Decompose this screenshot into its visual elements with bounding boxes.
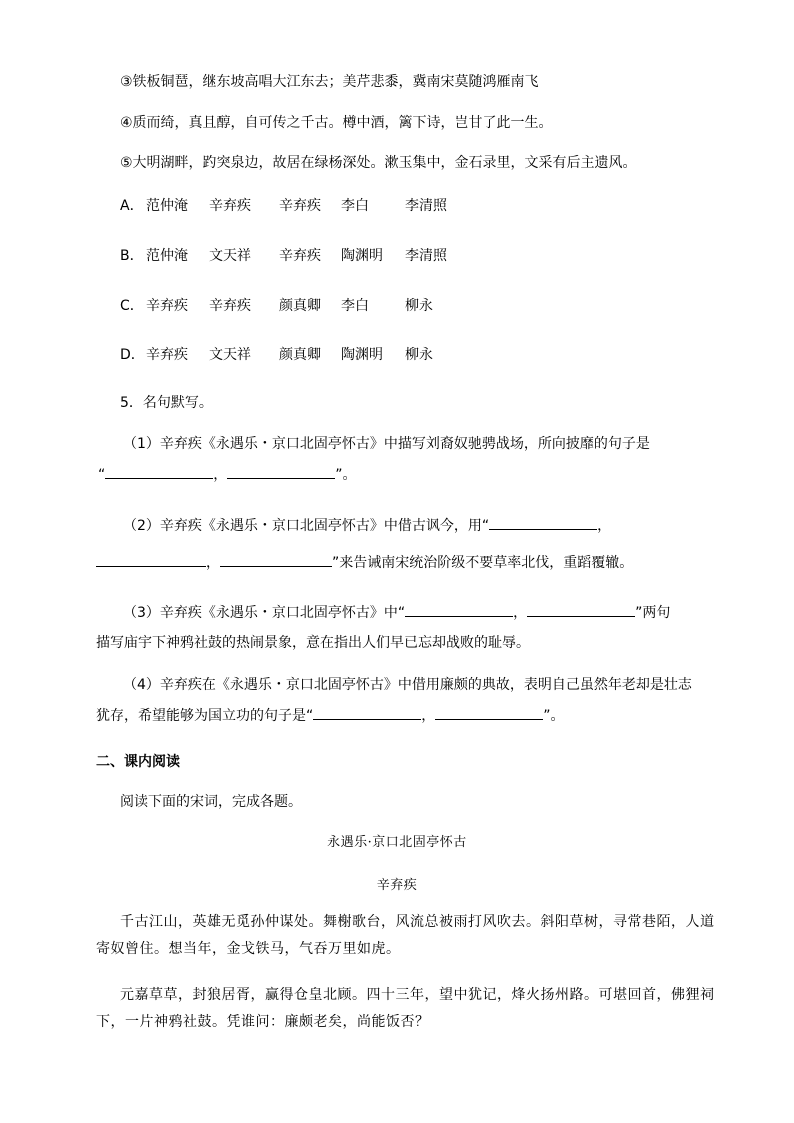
option-name: 陶渊明: [341, 347, 383, 363]
option-name: 文天祥: [209, 248, 251, 264]
answer-blank[interactable]: [96, 552, 206, 567]
option-name: 范仲淹: [146, 248, 188, 264]
comma: ，: [213, 467, 228, 483]
poem-title: 永遇乐·京口北固亭怀古: [327, 835, 467, 850]
open-quote: “: [98, 467, 106, 483]
answer-blank[interactable]: [105, 464, 213, 479]
q5-part1-text: （1）辛弃疾《永遇乐・京口北固亭怀古》中描写刘裔奴驰骋战场，所向披靡的句子是: [123, 436, 650, 452]
answer-blank[interactable]: [313, 705, 421, 720]
reading-instruction: 阅读下面的宋词，完成各题。: [120, 794, 302, 810]
option-name: 辛弃疾: [279, 248, 321, 264]
option-letter: D．: [120, 347, 145, 363]
q5-part3-line1: [123, 602, 670, 623]
item-5: ⑤大明湖畔，趵突泉边，故居在绿杨深处。漱玉集中，金石录里，文采有后主遗风。: [120, 155, 637, 171]
answer-blank[interactable]: [435, 705, 543, 720]
question-5-title: 5．名句默写。: [120, 395, 213, 411]
answer-blank[interactable]: [227, 464, 335, 479]
option-name: 颜真卿: [279, 298, 321, 314]
item-3: ③铁板铜琶，继东坡高唱大江东去；美芹悲黍，冀南宋莫随鸿雁南飞: [120, 74, 539, 90]
q5-part3-text: （3）辛弃疾《永遇乐・京口北固亭怀古》中“: [123, 605, 406, 621]
q5-part3-line2: 描写庙宇下神鸦社鼓的热闹景象，意在指出人们早已忘却战败的耻辱。: [96, 635, 530, 651]
close-quote: ”。: [543, 708, 565, 724]
option-letter: B．: [120, 248, 144, 264]
section-heading: 二、课内阅读: [96, 754, 180, 770]
option-name: 李清照: [405, 248, 447, 264]
answer-blank[interactable]: [220, 552, 332, 567]
option-name: 陶渊明: [341, 248, 383, 264]
option-name: 辛弃疾: [209, 298, 251, 314]
poem-stanza2-line2: 下，一片神鸦社鼓。凭谁问：廉颇老矣，尚能饭否？: [96, 1014, 430, 1030]
q5-part1-blanks: [98, 464, 357, 485]
q5-part2-text: （2）辛弃疾《永遇乐・京口北固亭怀古》中借古讽今，用“: [123, 518, 490, 534]
q5-part4-line1: （4）辛弃疾在《永遇乐・京口北固亭怀古》中借用廉颇的典故，表明自己虽然年老却是壮志: [123, 677, 692, 693]
q5-part2-suffix: ”来告诫南宋统治阶级不要草率北伐，重蹈覆辙。: [332, 555, 634, 571]
option-name: 辛弃疾: [209, 198, 251, 214]
option-c: [120, 296, 433, 316]
q5-part4-line2: [96, 705, 565, 726]
poem-author: 辛弃疾: [376, 878, 418, 893]
poem-stanza2-line1: 元嘉草草，封狼居胥，赢得仓皇北顾。四十三年，望中犹记，烽火扬州路。可堪回首，佛狸祠: [120, 987, 715, 1003]
option-name: 李白: [341, 198, 369, 214]
comma: ，: [206, 555, 220, 571]
close-quote: ”。: [335, 467, 357, 483]
option-letter: C．: [120, 298, 144, 314]
q5-part2-line1: [123, 515, 611, 536]
option-letter: A．: [120, 198, 144, 214]
comma: ，: [421, 708, 436, 724]
option-name: 李白: [341, 298, 369, 314]
q5-part2-line2: [96, 552, 633, 573]
comma: ，: [513, 605, 528, 621]
q5-part3-suffix: ”两句: [635, 605, 671, 621]
answer-blank[interactable]: [405, 602, 513, 617]
option-name: 辛弃疾: [146, 347, 188, 363]
item-4: ④质而绮，真且醇，自可传之千古。樽中酒，篱下诗，岂甘了此一生。: [120, 115, 553, 131]
option-name: 文天祥: [209, 347, 251, 363]
option-name: 辛弃疾: [279, 198, 321, 214]
option-name: 李清照: [405, 198, 447, 214]
option-d: [120, 345, 433, 365]
poem-stanza1-line1: 千古江山，英雄无觅孙仲谋处。舞榭歌台，风流总被雨打风吹去。斜阳草树，寻常巷陌，人道: [120, 914, 715, 930]
answer-blank[interactable]: [489, 515, 597, 530]
option-name: 柳永: [405, 347, 433, 363]
answer-blank[interactable]: [527, 602, 635, 617]
option-name: 颜真卿: [279, 347, 321, 363]
option-name: 柳永: [405, 298, 433, 314]
comma: ，: [597, 518, 612, 534]
option-b: [120, 246, 447, 266]
poem-stanza1-line2: 寄奴曾住。想当年，金戈铁马，气吞万里如虎。: [96, 941, 401, 957]
option-name: 范仲淹: [146, 198, 188, 214]
option-name: 辛弃疾: [146, 298, 188, 314]
q5-part4-text: 犹存，希望能够为国立功的句子是“: [96, 708, 314, 724]
option-a: [120, 196, 447, 216]
